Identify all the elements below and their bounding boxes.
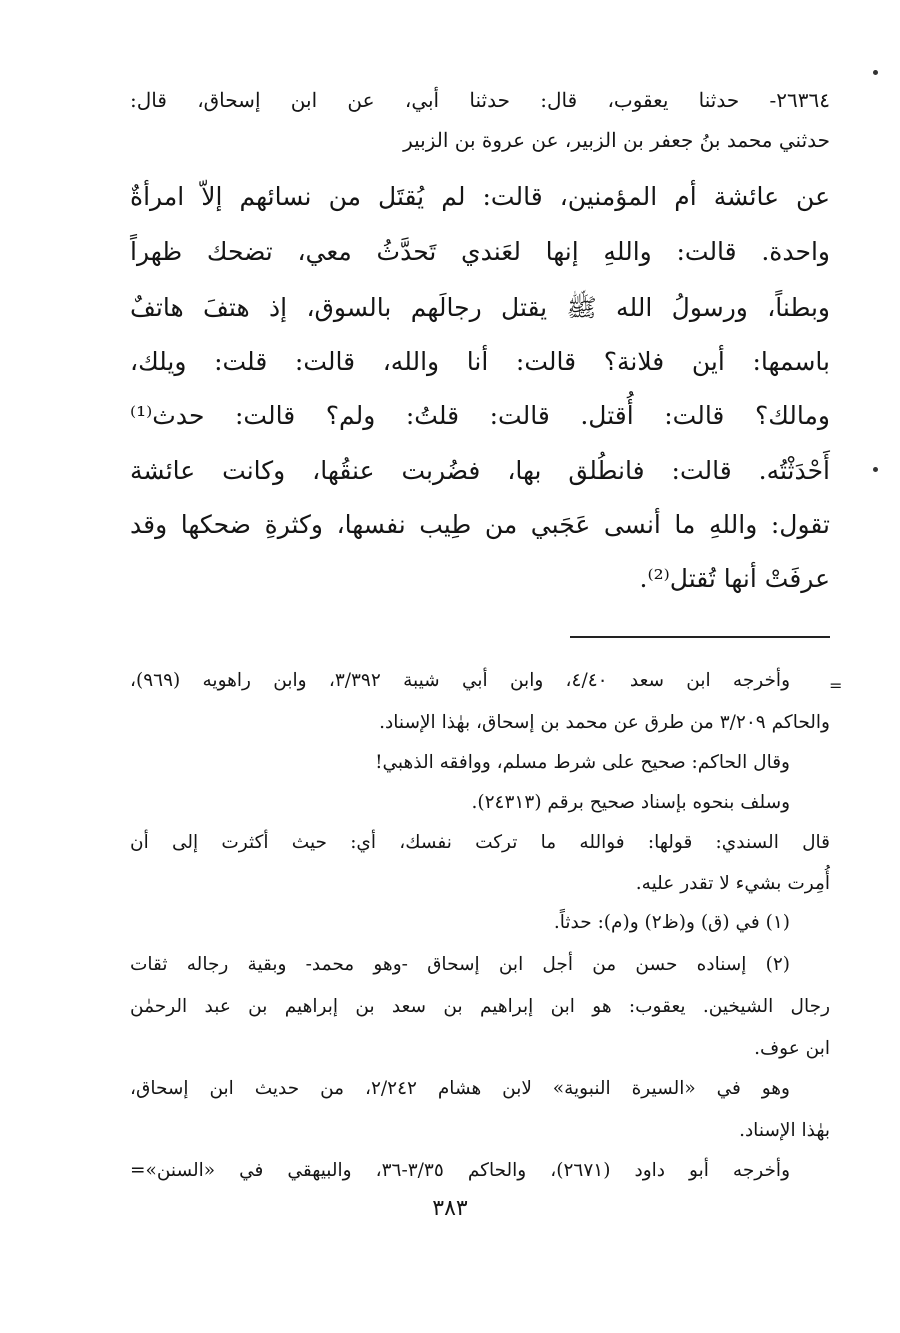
scan-speck [873,70,878,75]
hadith-text-line: أَحْدَثْتُه. قالت: فانطُلق بها، فضُربت عنقُها، وكانت عائشة [130,456,830,485]
hadith-text-line: عرفَتْ أنها تُقتل⁽²⁾. [639,564,830,593]
footnote-line: وقال الحاكم: صحيح على شرط مسلم، ووافقه الذهبي! [375,752,790,773]
footnote-line: أُمِرت بشيء لا تقدر عليه. [635,873,830,894]
footnote-line: ابن عوف. [754,1038,830,1059]
hadith-text-line: باسمها: أين فلانة؟ قالت: أنا والله، قالت: قلت: ويلك، [130,347,830,376]
page-number: ٣٨٣ [432,1196,468,1221]
hadith-text-line: ومالك؟ قالت: أُقتل. قالت: قلتُ: ولم؟ قالت: حدث⁽¹⁾ [130,401,830,430]
footnote-line: رجال الشيخين. يعقوب: هو ابن إبراهيم بن سعد بن إبراهيم بن عبد الرحمٰن [130,996,830,1017]
footnote-separator [570,636,830,638]
hadith-isnad-line-2: حدثني محمد بنُ جعفر بن الزبير، عن عروة بن الزبير [403,128,830,152]
hadith-text-line: واحدة. قالت: واللهِ إنها لعَندي تَحدَّثُ معي، تضحك ظهراً [130,237,830,266]
footnote-line: وأخرجه أبو داود (٢٦٧١)، والحاكم ٣/٣٥-٣٦، والبيهقي في «السنن»= [130,1160,791,1181]
footnote-line: قال السندي: قولها: فوالله ما تركت نفسك، أي: حيث أكثرت إلى أن [130,832,830,853]
scan-speck [873,467,878,472]
hadith-isnad-line-1: ٢٦٣٦٤- حدثنا يعقوب، قال: حدثنا أبي، عن ابن إسحاق، قال: [130,88,830,112]
footnote-line: وهو في «السيرة النبوية» لابن هشام ٢/٢٤٢، من حديث ابن إسحاق، [130,1078,790,1099]
footnote-line: بهٰذا الإسناد. [739,1120,830,1141]
footnote-line: والحاكم ٣/٢٠٩ من طرق عن محمد بن إسحاق، بهٰذا الإسناد. [379,712,830,733]
footnote-1: (١) في (ق) و(ظ٢) و(م): حدثاً. [553,912,790,933]
footnote-2: (٢) إسناده حسن من أجل ابن إسحاق -وهو محمد- وبقية رجاله ثقات [130,954,790,975]
continuation-marker: = [829,676,843,695]
hadith-text-line: تقول: واللهِ ما أنسى عَجَبي من طِيب نفسها، وكثرةِ ضحكها وقد [130,510,830,539]
hadith-text-line: عن عائشة أم المؤمنين، قالت: لم يُقتَل من نسائهم إلاّ امرأةٌ [130,182,830,211]
hadith-text-line: وبطناً، ورسولُ الله ﷺ يقتل رجالَهم بالسوق، إذ هتفَ هاتفٌ [130,293,830,322]
footnote-line: وسلف بنحوه بإسناد صحيح برقم (٢٤٣١٣). [471,792,790,813]
footnote-line: وأخرجه ابن سعد ٤/٤٠، وابن أبي شيبة ٣/٣٩٢، وابن راهويه (٩٦٩)، [130,670,791,691]
